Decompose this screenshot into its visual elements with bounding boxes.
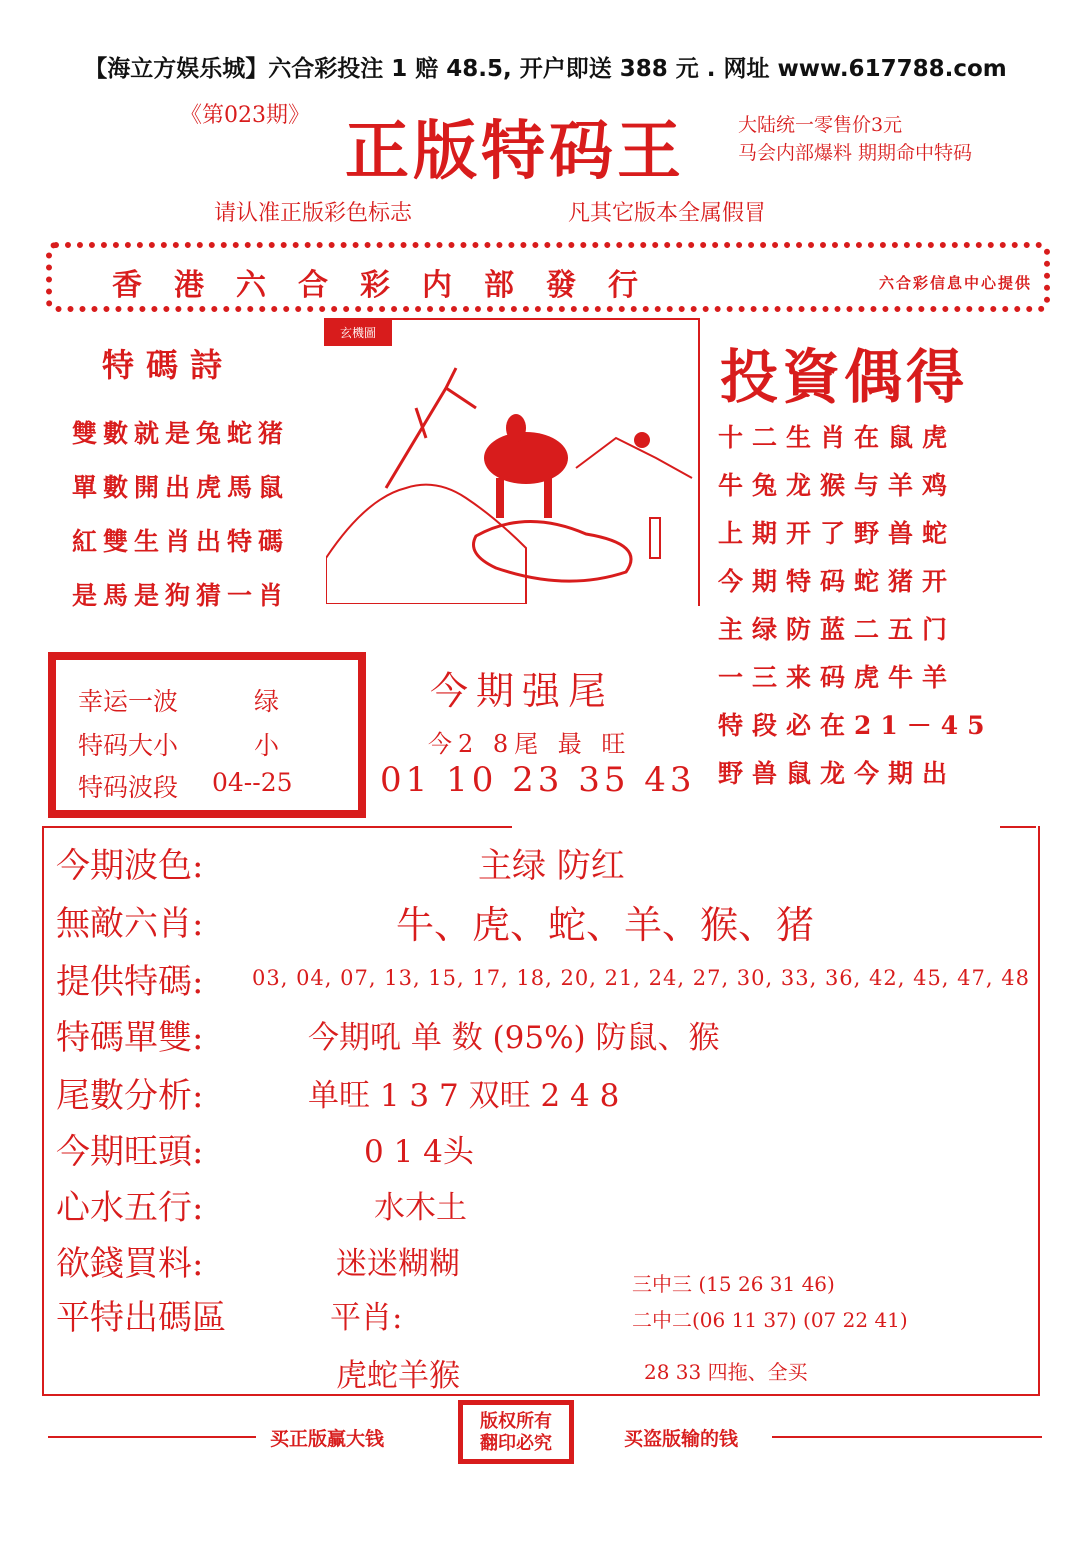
invest-line: 今期特码蛇猪开 <box>718 567 957 596</box>
footer-left: 买正版赢大钱 <box>270 1428 385 1450</box>
copyright-line: 翻印必究 <box>480 1433 552 1454</box>
page-title: 正版特码王 <box>345 114 685 189</box>
lucky-row <box>78 726 280 762</box>
lucky-row <box>78 768 293 804</box>
six-value: 牛、虎、蛇、羊、猴、猪 <box>396 903 815 947</box>
invest-line: 野兽鼠龙今期出 <box>718 759 957 788</box>
issue-number: 《第023期》 <box>180 103 310 128</box>
flat-value: 虎蛇羊猴 <box>336 1358 460 1394</box>
footer-right: 买盗版输的钱 <box>624 1428 739 1450</box>
invest-line: 特段必在21－45 <box>718 711 994 740</box>
copyright-box <box>458 1400 574 1464</box>
codes-value: 03, 04, 07, 13, 15, 17, 18, 20, 21, 24, 27, 30, 33, 36, 42, 45, 47, 48 <box>252 966 1030 990</box>
lucky-label: 特码波段 <box>78 773 179 802</box>
bet-drag: 28 33 四拖、全买 <box>644 1360 808 1384</box>
color-value: 主绿 防红 <box>478 846 625 886</box>
issuer-text: 香港六合彩内部發行 <box>112 268 670 303</box>
tagline-note: 马会内部爆料 期期命中特码 <box>738 142 973 164</box>
poem-line: 單數開出虎馬鼠 <box>72 473 290 502</box>
tail-title: 今期强尾 <box>430 669 615 713</box>
lucky-label: 特码大小 <box>78 731 179 760</box>
notice-right: 凡其它版本全属假冒 <box>568 201 767 226</box>
invest-line: 牛兔龙猴与羊鸡 <box>718 471 957 500</box>
invest-line: 主绿防蓝二五门 <box>718 615 957 644</box>
lucky-value: 绿 <box>254 687 280 716</box>
lucky-value: 04--25 <box>212 768 293 797</box>
poem-line: 紅雙生肖出特碼 <box>72 527 290 556</box>
bet-two: 二中二(06 11 37) (07 22 41) <box>632 1308 908 1332</box>
footer-rule <box>772 1436 1042 1438</box>
price-note: 大陆统一零售价3元 <box>738 114 903 136</box>
issuer-banner <box>46 242 1050 312</box>
lucky-row <box>78 682 280 718</box>
buy-value: 迷迷糊糊 <box>336 1246 460 1282</box>
oddeven-value: 今期吼 单 数 (95%) 防鼠、猴 <box>308 1020 720 1056</box>
invest-line: 一三来码虎牛羊 <box>718 663 957 692</box>
provider-text: 六合彩信息中心提供 <box>878 274 1032 292</box>
head-value: 0 1 4头 <box>364 1134 474 1170</box>
six-label: 無敵六肖: <box>56 904 204 944</box>
tail-sub: 今2 8尾 最 旺 <box>428 730 632 758</box>
notice-left: 请认准正版彩色标志 <box>214 201 413 226</box>
invest-title: 投資偶得 <box>720 343 969 411</box>
head-label: 今期旺頭: <box>56 1132 204 1172</box>
color-label: 今期波色: <box>56 846 204 886</box>
footer-rule <box>48 1436 256 1438</box>
element-value: 水木土 <box>374 1190 467 1226</box>
invest-line: 上期开了野兽蛇 <box>718 519 957 548</box>
buy-label: 欲錢買料: <box>56 1244 204 1284</box>
illustration-stamp: 玄機圖 <box>324 320 392 346</box>
tail-analysis-label: 尾數分析: <box>56 1076 204 1116</box>
lucky-value: 小 <box>254 731 280 760</box>
ox-illustration <box>326 348 696 604</box>
flat-sub: 平肖: <box>330 1300 403 1336</box>
copyright-line: 版权所有 <box>480 1411 552 1432</box>
tail-analysis-value: 单旺 1 3 7 双旺 2 4 8 <box>308 1078 620 1114</box>
ad-banner: 【海立方娱乐城】六合彩投注 1 赔 48.5, 开户即送 388 元 . 网址 www.617788.com <box>84 56 1007 82</box>
poem-line: 是馬是狗猜一肖 <box>72 581 290 610</box>
flat-label: 平特出碼區 <box>56 1298 226 1338</box>
poem-title: 特碼詩 <box>102 346 235 384</box>
element-label: 心水五行: <box>56 1188 204 1228</box>
lucky-label: 幸运一波 <box>78 687 179 716</box>
invest-line: 十二生肖在鼠虎 <box>718 423 957 452</box>
analysis-box-top <box>42 826 512 828</box>
lucky-box <box>48 652 366 818</box>
tail-numbers: 01 10 23 35 43 <box>380 760 696 800</box>
codes-label: 提供特碼: <box>56 962 204 1002</box>
oddeven-label: 特碼單雙: <box>56 1018 204 1058</box>
poem-line: 雙數就是兔蛇猪 <box>72 419 290 448</box>
analysis-box-top <box>1000 826 1036 828</box>
bet-three: 三中三 (15 26 31 46) <box>632 1272 835 1296</box>
